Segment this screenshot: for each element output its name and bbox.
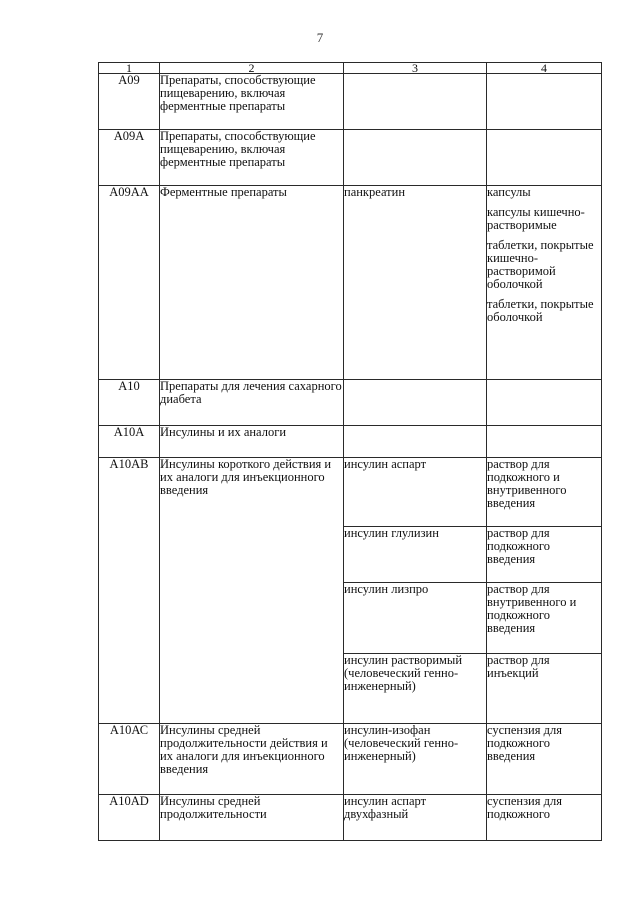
page-number: 7: [316, 30, 324, 45]
drug-name: инсулин растворимый (человеческий генно-инженерный): [344, 654, 487, 724]
dosage-forms: [487, 795, 602, 841]
dosage-form: капсулы кишечно-растворимые: [487, 205, 585, 232]
dosage-forms: [487, 74, 602, 130]
drug-name: [344, 426, 487, 458]
dosage-form: капсулы: [487, 185, 531, 199]
drug-name: [344, 380, 487, 426]
drug-name: инсулин-изофан (человеческий генно-инженерный): [344, 724, 487, 795]
atc-code: А10: [99, 380, 160, 426]
column-header: 2: [160, 63, 344, 74]
dosage-forms: [487, 130, 602, 186]
column-header: 4: [487, 63, 602, 74]
atc-code: А10А: [99, 426, 160, 458]
dosage-forms: [487, 583, 602, 654]
table-row: [99, 186, 602, 380]
drug-table: [98, 62, 602, 841]
dosage-forms: [487, 380, 602, 426]
dosage-form: раствор для подкожного и внутривенного введения: [487, 457, 567, 510]
group-name: Препараты для лечения сахарного диабета: [160, 380, 344, 426]
dosage-forms: [487, 724, 602, 795]
drug-name: инсулин лизпро: [344, 583, 487, 654]
table-row: [99, 380, 602, 426]
dosage-forms: [487, 426, 602, 458]
dosage-forms: [487, 527, 602, 583]
group-name: Инсулины короткого действия и их аналоги для инъекционного введения: [160, 458, 344, 724]
drug-name: инсулин глулизин: [344, 527, 487, 583]
drug-name: инсулин аспарт двухфазный: [344, 795, 487, 841]
table-row: [99, 795, 602, 841]
group-name: Инсулины средней продолжительности действия и их аналоги для инъекционного введения: [160, 724, 344, 795]
group-name: Ферментные препараты: [160, 186, 344, 380]
atc-code: А10АВ: [99, 458, 160, 724]
table-row: [99, 74, 602, 130]
dosage-forms: [487, 654, 602, 724]
dosage-form: суспензия для подкожного: [487, 794, 562, 821]
header-row: [99, 63, 602, 74]
dosage-forms: [487, 458, 602, 527]
dosage-form: раствор для инъекций: [487, 653, 550, 680]
drug-name: инсулин аспарт: [344, 458, 487, 527]
atc-code: А10АD: [99, 795, 160, 841]
table-row: [99, 458, 602, 527]
drug-name: [344, 130, 487, 186]
dosage-form: суспензия для подкожного введения: [487, 723, 562, 763]
atc-code: А09АА: [99, 186, 160, 380]
group-name: Препараты, способствующие пищеварению, включая ферментные препараты: [160, 130, 344, 186]
group-name: Препараты, способствующие пищеварению, включая ферментные препараты: [160, 74, 344, 130]
dosage-form: раствор для внутривенного и подкожного введения: [487, 582, 577, 635]
column-header: 3: [344, 63, 487, 74]
atc-code: А09: [99, 74, 160, 130]
atc-code: А10АС: [99, 724, 160, 795]
dosage-form: раствор для подкожного введения: [487, 526, 550, 566]
group-name: Инсулины и их аналоги: [160, 426, 344, 458]
atc-code: А09А: [99, 130, 160, 186]
drug-name: панкреатин: [344, 186, 487, 380]
table-row: [99, 724, 602, 795]
table-row: [99, 130, 602, 186]
table-row: [99, 426, 602, 458]
dosage-forms: [487, 186, 602, 380]
group-name: Инсулины средней продолжительности: [160, 795, 344, 841]
dosage-form: таблетки, покрытые оболочкой: [487, 297, 594, 324]
column-header: 1: [99, 63, 160, 74]
drug-name: [344, 74, 487, 130]
dosage-form: таблетки, покрытые кишечно-растворимой оболочкой: [487, 238, 594, 291]
